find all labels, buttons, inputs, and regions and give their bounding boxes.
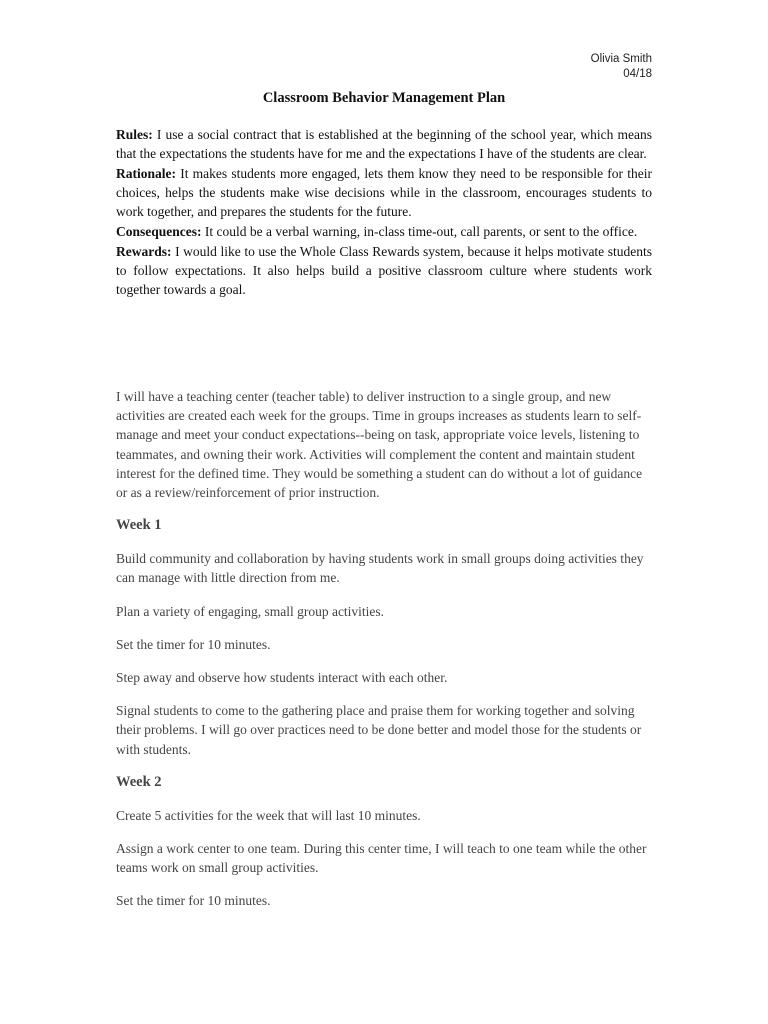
week-2-item: Set the timer for 10 minutes.: [116, 893, 271, 909]
rationale-text: It makes students more engaged, lets them know they need to be responsible for their choices, helps the students make wise decisions while in the classroom, encourages students to work together, and prepares the students for the future.: [116, 166, 652, 219]
week-1-item: Signal students to come to the gathering place and praise them for working together and solving their problems. I will go over practices need to be done better and model those for the students or with students.: [116, 703, 642, 757]
week-2-item: Assign a work center to one team. During this center time, I will teach to one team while the other teams work on small group activities.: [116, 841, 647, 876]
rewards-label: Rewards:: [116, 244, 172, 259]
intro-paragraph: I will have a teaching center (teacher table) to deliver instruction to a single group, and new activities are created each week for the groups. Time in groups increases as students learn to self-manage and meet your conduct expectations--being on task, appropriate voice levels, listening to teammates, and owning their work. Activities will complement the content and maintain student interest for the defined time. They would be something a student can do without a lot of guidance or as a review/reinforcement of prior instruction.: [116, 389, 643, 501]
rewards-text: I would like to use the Whole Class Rewards system, because it helps motivate students to follow expectations. It also helps build a positive classroom culture where students work together towards a goal.: [116, 244, 653, 297]
author-header: [591, 52, 652, 82]
consequences-label: Consequences:: [116, 224, 202, 239]
consequences-text: It could be a verbal warning, in-class time-out, call parents, or sent to the office.: [204, 224, 638, 239]
week-2-heading: Week 2: [116, 773, 162, 790]
rationale-label: Rationale:: [116, 166, 176, 181]
rationale-paragraph: [116, 164, 652, 221]
document-date: 04/18: [623, 68, 652, 80]
consequences-paragraph: [116, 222, 652, 241]
rules-paragraph: [116, 125, 652, 163]
rules-label: Rules:: [116, 127, 153, 142]
document-title: Classroom Behavior Management Plan: [262, 90, 506, 106]
week-1-item: Set the timer for 10 minutes.: [116, 636, 271, 652]
rules-text: I use a social contract that is established at the beginning of the school year, which means that the expectations the students have for me and the expectations I have of the students are clear.: [116, 127, 653, 161]
instruction-section: [116, 387, 656, 925]
rewards-paragraph: [116, 242, 652, 299]
week-1-item: Step away and observe how students interact with each other.: [116, 670, 448, 686]
week-1-heading: Week 1: [116, 517, 162, 534]
week-1-item: Plan a variety of engaging, small group activities.: [116, 603, 385, 619]
plan-section: [116, 125, 652, 300]
author-name: Olivia Smith: [590, 53, 652, 65]
week-1-item: Build community and collaboration by having students work in small groups doing activities they can manage with little direction from me.: [116, 551, 644, 586]
week-2-item: Create 5 activities for the week that will last 10 minutes.: [116, 807, 421, 823]
